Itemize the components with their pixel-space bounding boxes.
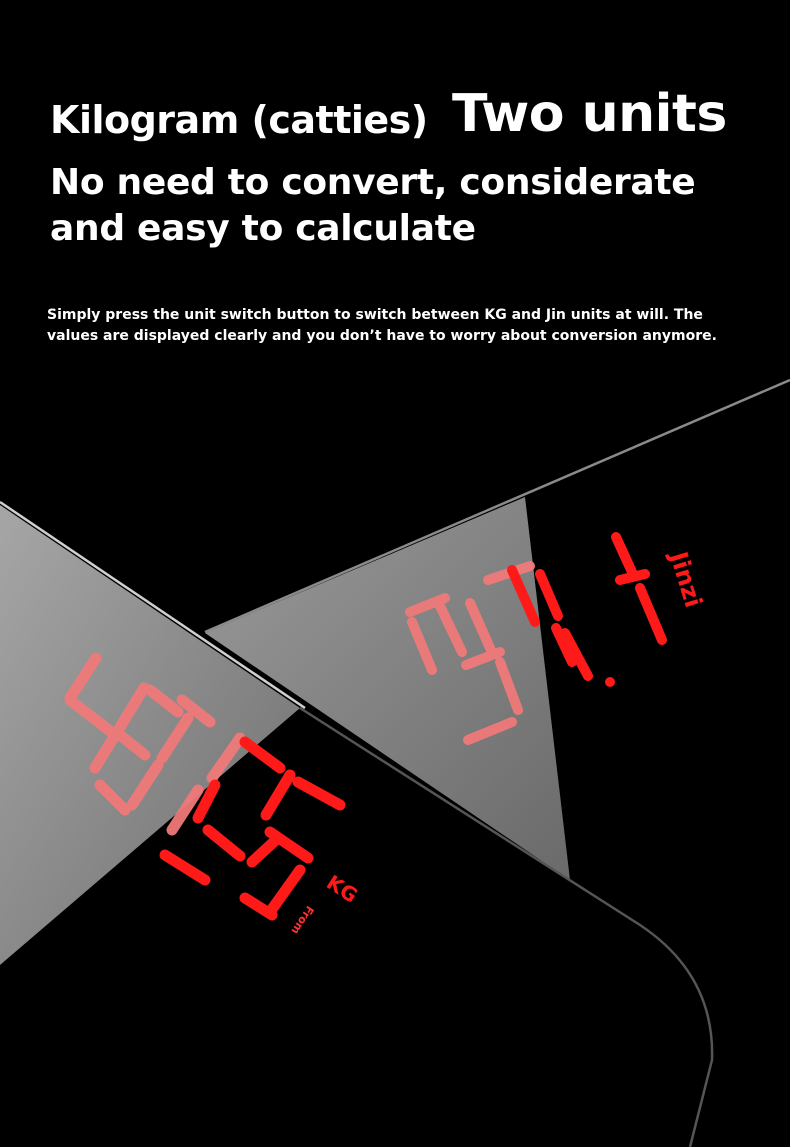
- headline-easy-to-calculate: and easy to calculate: [50, 208, 476, 249]
- kg-sublabel: From: [288, 903, 317, 937]
- kg-unit-label: KG: [322, 870, 363, 908]
- description-text: Simply press the unit switch button to switch between KG and Jin units at will. The values are displayed clearly and you don’t have to worry about conversion anymore.: [47, 307, 717, 344]
- headline-two-units: Two units: [452, 84, 727, 144]
- headline-kilogram: Kilogram (catties): [50, 98, 428, 142]
- jinzi-unit-label: Jinzi: [664, 548, 708, 611]
- decimal-point: [605, 677, 615, 687]
- headline-no-need-to-convert: No need to convert, considerate: [50, 162, 696, 203]
- left-glass-reflection: [0, 505, 300, 965]
